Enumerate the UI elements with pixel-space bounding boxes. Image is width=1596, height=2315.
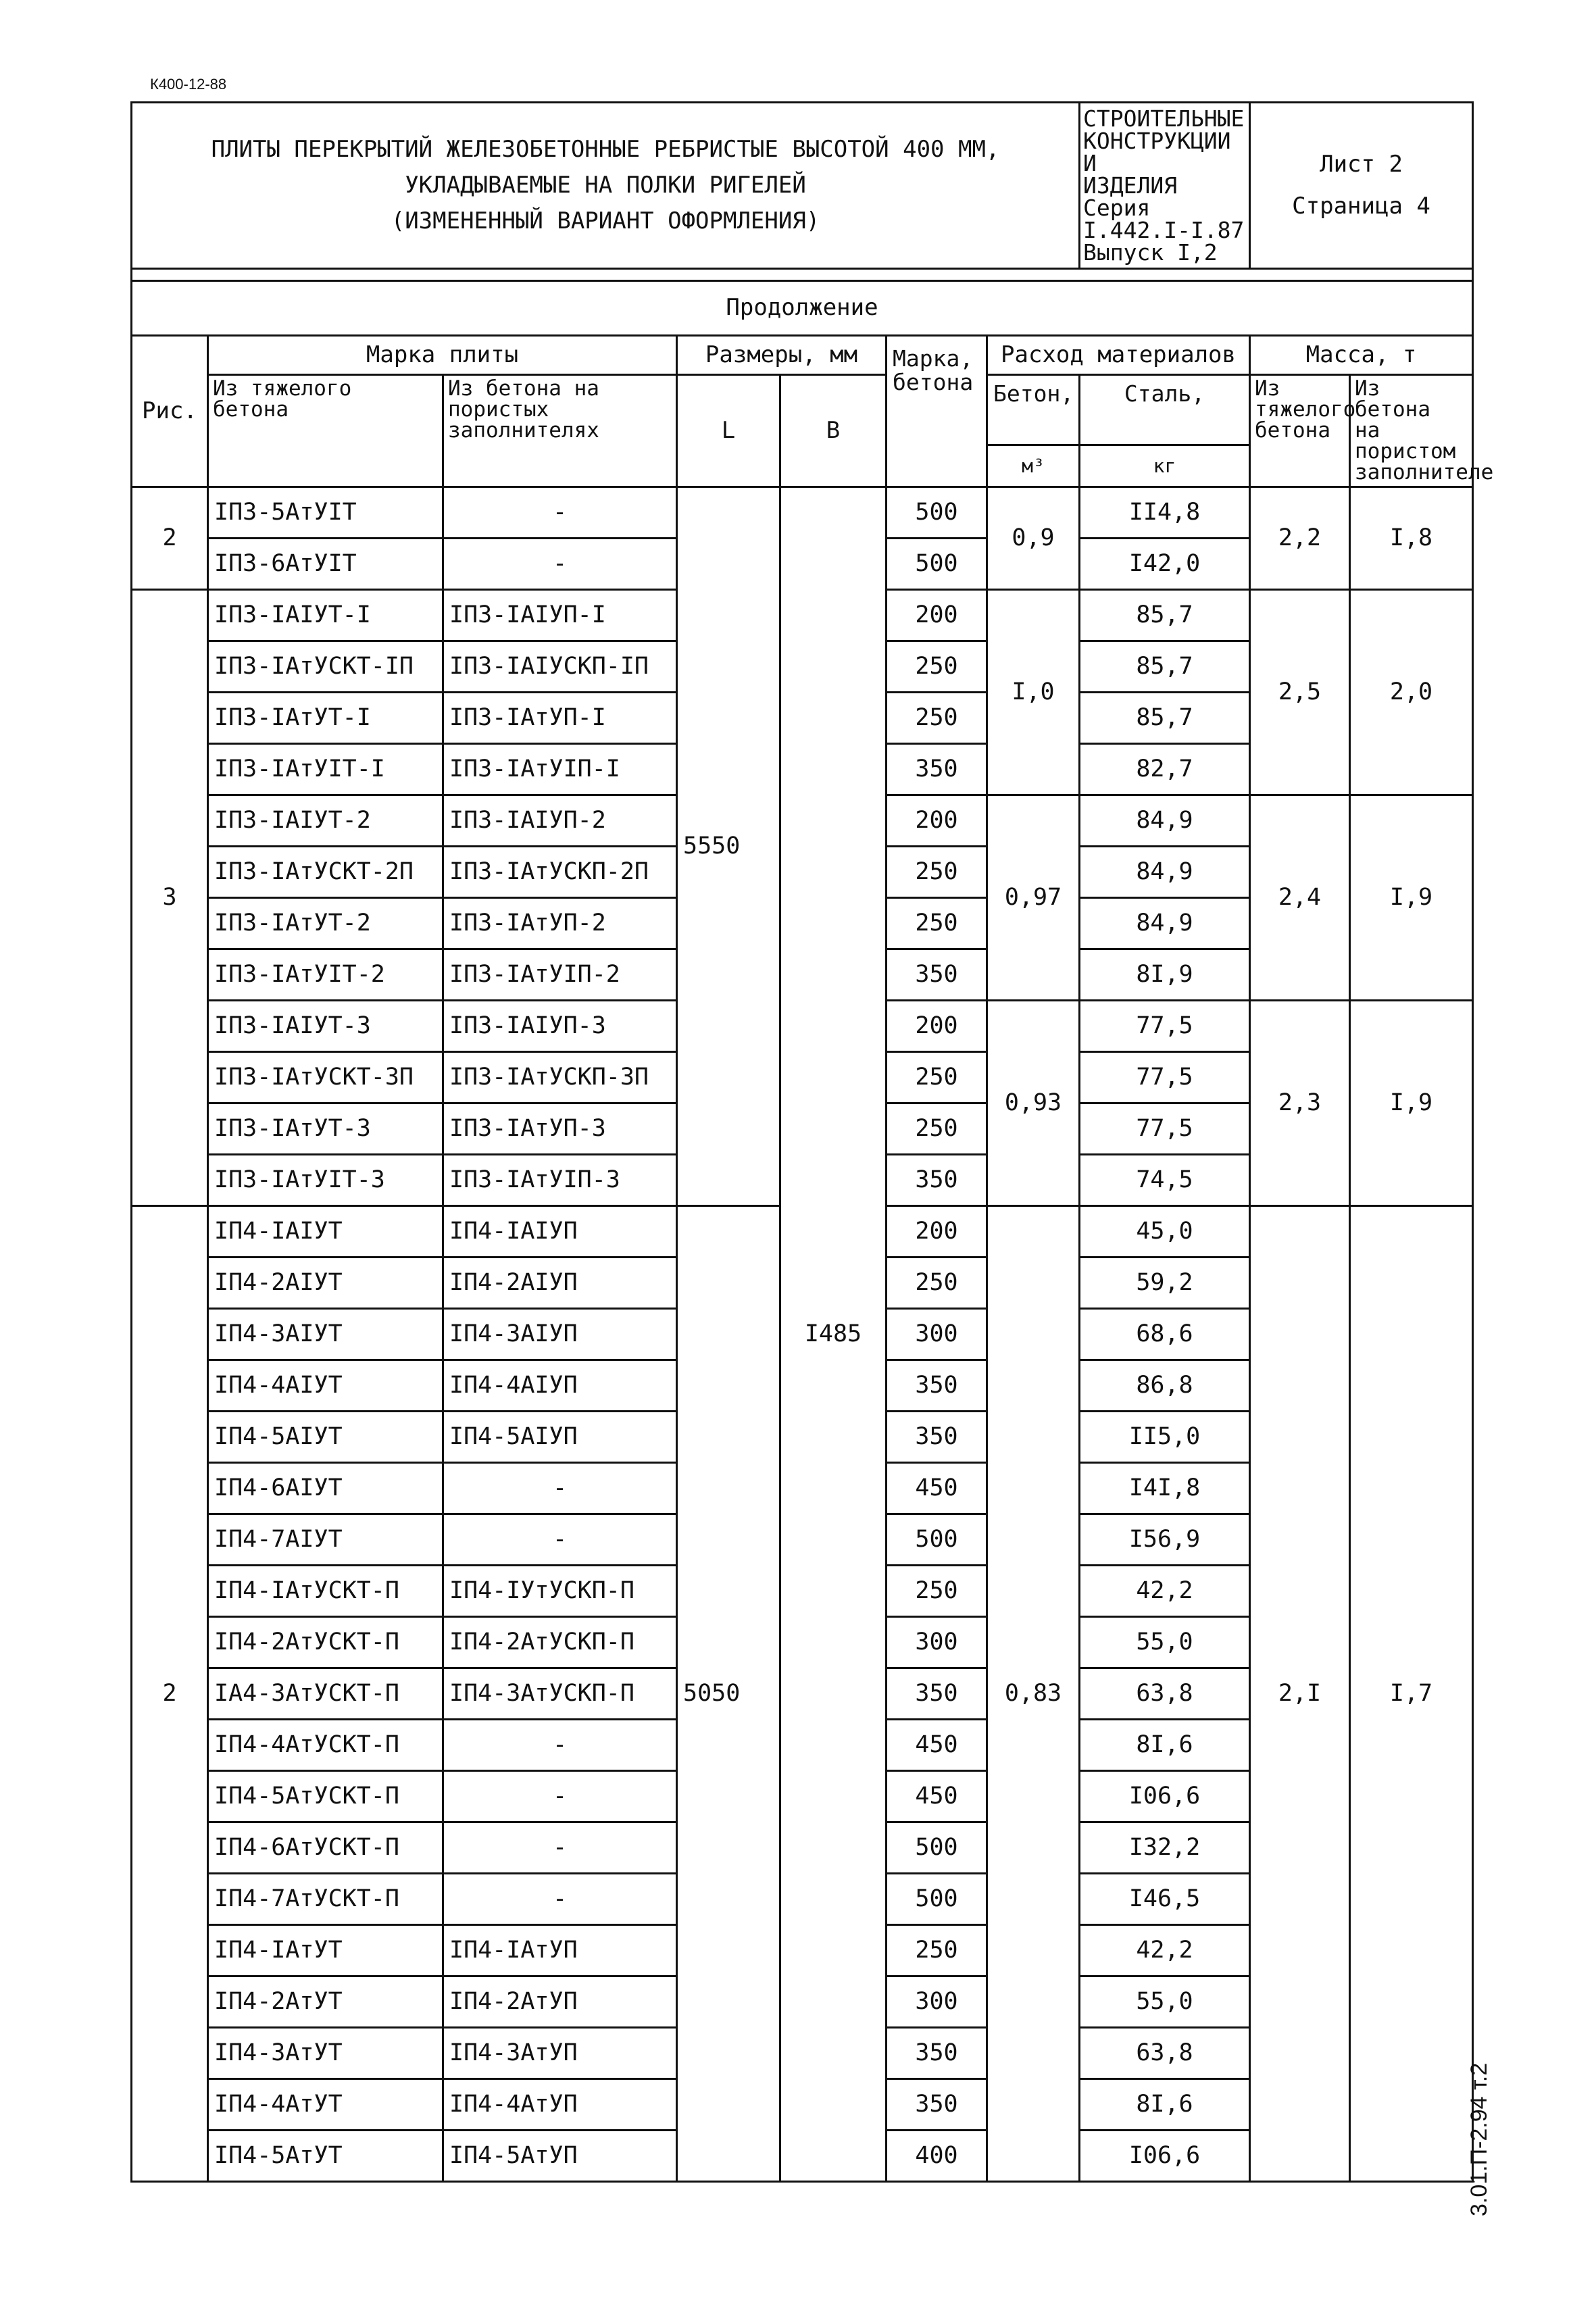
steel-mass-cell: 84,9: [1080, 898, 1250, 949]
steel-mass-cell: II4,8: [1080, 487, 1250, 539]
mark-porous-cell: -: [443, 1463, 677, 1514]
steel-mass-cell: 86,8: [1080, 1360, 1250, 1412]
col-concrete: Бетон,: [987, 375, 1080, 445]
mark-porous-cell: IП4-5АIУП: [443, 1412, 677, 1463]
mark-heavy-cell: IП3-IАтУСКТ-2П: [208, 847, 443, 898]
mass-porous-cell: I,8: [1350, 487, 1473, 590]
grade-cell: 250: [887, 1052, 987, 1103]
mark-heavy-cell: IП4-3АIУТ: [208, 1309, 443, 1360]
mark-porous-cell: -: [443, 1822, 677, 1874]
grade-cell: 450: [887, 1771, 987, 1822]
steel-mass-cell: 74,5: [1080, 1155, 1250, 1206]
mark-heavy-cell: IП4-7АIУТ: [208, 1514, 443, 1566]
col-steel-unit: кг: [1080, 445, 1250, 487]
col-mass-heavy: Из тяжелого бетона: [1250, 375, 1350, 487]
grade-cell: 450: [887, 1720, 987, 1771]
mark-heavy-cell: IП3-IАтУТ-I: [208, 693, 443, 744]
steel-mass-cell: 42,2: [1080, 1566, 1250, 1617]
mark-porous-cell: IП4-3АтУСКП-П: [443, 1668, 677, 1720]
title-block: [132, 103, 1473, 269]
mark-heavy-cell: IП3-IАтУIТ-3: [208, 1155, 443, 1206]
mark-heavy-cell: IП4-6АIУТ: [208, 1463, 443, 1514]
mark-porous-cell: IП3-IАIУСКП-IП: [443, 641, 677, 693]
mark-porous-cell: IП4-2АтУП: [443, 1976, 677, 2028]
mark-heavy-cell: IП4-3АтУТ: [208, 2028, 443, 2079]
column-header-row-2: [132, 375, 1473, 445]
grade-cell: 500: [887, 487, 987, 539]
concrete-volume-cell: 0,9: [987, 487, 1080, 590]
col-dims: Размеры, мм: [677, 336, 887, 375]
mark-porous-cell: IП4-3АIУП: [443, 1309, 677, 1360]
concrete-volume-cell: 0,97: [987, 795, 1080, 1001]
mark-porous-cell: IП4-2АтУСКП-П: [443, 1617, 677, 1668]
length-cell: 5550: [677, 487, 780, 1206]
col-width: B: [780, 375, 887, 487]
mass-porous-cell: 2,0: [1350, 590, 1473, 795]
steel-mass-cell: I46,5: [1080, 1874, 1250, 1925]
mark-porous-cell: IП3-IАтУIП-I: [443, 744, 677, 795]
mark-porous-cell: -: [443, 1874, 677, 1925]
mark-porous-cell: IП3-IАтУСКП-3П: [443, 1052, 677, 1103]
mass-porous-cell: I,9: [1350, 795, 1473, 1001]
mark-heavy-cell: IП3-IАтУСКТ-3П: [208, 1052, 443, 1103]
steel-mass-cell: 63,8: [1080, 2028, 1250, 2079]
col-steel: Сталь,: [1080, 375, 1250, 445]
grade-cell: 200: [887, 795, 987, 847]
col-mass: Масса, т: [1250, 336, 1473, 375]
steel-mass-cell: 77,5: [1080, 1001, 1250, 1052]
mark-heavy-cell: IП4-4АIУТ: [208, 1360, 443, 1412]
mark-porous-cell: IП4-4АIУП: [443, 1360, 677, 1412]
steel-mass-cell: 77,5: [1080, 1103, 1250, 1155]
mark-porous-cell: IП3-IАIУП-2: [443, 795, 677, 847]
mark-porous-cell: IП4-3АтУП: [443, 2028, 677, 2079]
mark-heavy-cell: IП4-2АIУТ: [208, 1258, 443, 1309]
steel-mass-cell: 84,9: [1080, 847, 1250, 898]
document-code: К400-12-88: [150, 76, 227, 93]
mark-porous-cell: IП4-5АтУП: [443, 2131, 677, 2182]
grade-cell: 200: [887, 1206, 987, 1258]
grade-cell: 300: [887, 1617, 987, 1668]
grade-cell: 500: [887, 1514, 987, 1566]
figure-number: 2: [132, 1206, 208, 2182]
document-title: [132, 103, 1080, 269]
mark-heavy-cell: IП3-IАIУТ-2: [208, 795, 443, 847]
mark-heavy-cell: IП3-IАтУIТ-2: [208, 949, 443, 1001]
series-line: СТРОИТЕЛЬНЫЕ: [1083, 105, 1245, 132]
col-grade: Марка, бетона: [887, 336, 987, 487]
grade-cell: 500: [887, 1874, 987, 1925]
spacer-row: [132, 269, 1473, 281]
mark-heavy-cell: IП4-5АтУТ: [208, 2131, 443, 2182]
steel-mass-cell: I32,2: [1080, 1822, 1250, 1874]
continuation-row: [132, 281, 1473, 336]
grade-cell: 350: [887, 2079, 987, 2131]
grade-cell: 250: [887, 693, 987, 744]
mark-porous-cell: IП3-IАтУП-3: [443, 1103, 677, 1155]
figure-number: 3: [132, 590, 208, 1206]
steel-mass-cell: 85,7: [1080, 693, 1250, 744]
mark-porous-cell: IП3-IАтУСКП-2П: [443, 847, 677, 898]
grade-cell: 350: [887, 2028, 987, 2079]
series-line: Выпуск I,2: [1083, 239, 1218, 266]
steel-mass-cell: II5,0: [1080, 1412, 1250, 1463]
figure-number: 2: [132, 487, 208, 590]
steel-mass-cell: 77,5: [1080, 1052, 1250, 1103]
mark-heavy-cell: IП4-IАтУСКТ-П: [208, 1566, 443, 1617]
column-header-row-1: [132, 336, 1473, 375]
steel-mass-cell: I06,6: [1080, 1771, 1250, 1822]
mark-heavy-cell: IП3-IАтУIТ-I: [208, 744, 443, 795]
col-mark-heavy: Из тяжелого бетона: [208, 375, 443, 487]
steel-mass-cell: 55,0: [1080, 1976, 1250, 2028]
steel-mass-cell: 82,7: [1080, 744, 1250, 795]
mark-heavy-cell: IП3-IАIУТ-3: [208, 1001, 443, 1052]
steel-mass-cell: 85,7: [1080, 641, 1250, 693]
mark-heavy-cell: IП4-IАIУТ: [208, 1206, 443, 1258]
steel-mass-cell: I06,6: [1080, 2131, 1250, 2182]
grade-cell: 350: [887, 1360, 987, 1412]
mark-porous-cell: IП4-4АтУП: [443, 2079, 677, 2131]
title-line: УКЛАДЫВАЕМЫЕ НА ПОЛКИ РИГЕЛЕЙ: [405, 172, 806, 199]
grade-cell: 300: [887, 1309, 987, 1360]
mass-porous-cell: I,7: [1350, 1206, 1473, 2182]
steel-mass-cell: 59,2: [1080, 1258, 1250, 1309]
mark-heavy-cell: IП4-4АтУСКТ-П: [208, 1720, 443, 1771]
col-fig: Рис.: [132, 336, 208, 487]
mark-porous-cell: IП4-IАIУП: [443, 1206, 677, 1258]
series-line: Серия I.442.I-I.87: [1083, 195, 1245, 243]
mass-heavy-cell: 2,2: [1250, 487, 1350, 590]
grade-cell: 500: [887, 539, 987, 590]
mass-porous-cell: I,9: [1350, 1001, 1473, 1206]
side-document-code: 3.01.П-2.94 т.2: [1466, 2062, 1492, 2216]
col-mark: Марка плиты: [208, 336, 677, 375]
concrete-volume-cell: I,0: [987, 590, 1080, 795]
sheet-number: Лист 2: [1320, 151, 1403, 178]
mark-porous-cell: IП4-2АIУП: [443, 1258, 677, 1309]
mark-porous-cell: IП4-IАтУП: [443, 1925, 677, 1976]
table-row: [132, 487, 1473, 539]
steel-mass-cell: 55,0: [1080, 1617, 1250, 1668]
grade-cell: 250: [887, 1258, 987, 1309]
mark-porous-cell: IП3-IАтУIП-2: [443, 949, 677, 1001]
steel-mass-cell: 8I,9: [1080, 949, 1250, 1001]
mark-porous-cell: IП4-IУтУСКП-П: [443, 1566, 677, 1617]
mark-heavy-cell: IП3-IАIУТ-I: [208, 590, 443, 641]
mark-heavy-cell: IП4-6АтУСКТ-П: [208, 1822, 443, 1874]
series-line: КОНСТРУКЦИИ И: [1083, 128, 1231, 176]
grade-cell: 200: [887, 1001, 987, 1052]
steel-mass-cell: 8I,6: [1080, 1720, 1250, 1771]
page-number: Страница 4: [1292, 192, 1430, 220]
mark-porous-cell: -: [443, 539, 677, 590]
grade-cell: 250: [887, 1925, 987, 1976]
mark-porous-cell: IП3-IАIУП-3: [443, 1001, 677, 1052]
col-mass-porous: Из бетона на пористом заполнителе: [1350, 375, 1473, 487]
mass-heavy-cell: 2,I: [1250, 1206, 1350, 2182]
mark-heavy-cell: IП3-IАтУТ-2: [208, 898, 443, 949]
mark-heavy-cell: IП3-IАтУТ-3: [208, 1103, 443, 1155]
grade-cell: 350: [887, 1668, 987, 1720]
col-materials: Расход материалов: [987, 336, 1250, 375]
mark-heavy-cell: IП4-4АтУТ: [208, 2079, 443, 2131]
series-line: ИЗДЕЛИЯ: [1083, 172, 1178, 199]
steel-mass-cell: 84,9: [1080, 795, 1250, 847]
mark-heavy-cell: IП4-5АтУСКТ-П: [208, 1771, 443, 1822]
mark-porous-cell: -: [443, 487, 677, 539]
mass-heavy-cell: 2,5: [1250, 590, 1350, 795]
continuation-label: Продолжение: [132, 281, 1473, 336]
grade-cell: 500: [887, 1822, 987, 1874]
grade-cell: 350: [887, 1412, 987, 1463]
concrete-volume-cell: 0,93: [987, 1001, 1080, 1206]
mass-heavy-cell: 2,4: [1250, 795, 1350, 1001]
mark-porous-cell: IП3-IАтУIП-3: [443, 1155, 677, 1206]
col-concrete-unit: м³: [987, 445, 1080, 487]
steel-mass-cell: I4I,8: [1080, 1463, 1250, 1514]
grade-cell: 250: [887, 1103, 987, 1155]
mark-porous-cell: -: [443, 1771, 677, 1822]
mark-heavy-cell: IП3-6АтУIТ: [208, 539, 443, 590]
mark-heavy-cell: IП4-5АIУТ: [208, 1412, 443, 1463]
grade-cell: 350: [887, 744, 987, 795]
steel-mass-cell: 8I,6: [1080, 2079, 1250, 2131]
sheet-block: [1250, 103, 1473, 269]
steel-mass-cell: 68,6: [1080, 1309, 1250, 1360]
col-mark-porous: Из бетона на пористых заполнителях: [443, 375, 677, 487]
grade-cell: 350: [887, 1155, 987, 1206]
grade-cell: 200: [887, 590, 987, 641]
steel-mass-cell: I42,0: [1080, 539, 1250, 590]
mark-heavy-cell: IП4-7АтУСКТ-П: [208, 1874, 443, 1925]
mark-porous-cell: IП3-IАтУП-I: [443, 693, 677, 744]
mark-heavy-cell: IА4-3АтУСКТ-П: [208, 1668, 443, 1720]
col-length: L: [677, 375, 780, 487]
steel-mass-cell: 85,7: [1080, 590, 1250, 641]
mark-porous-cell: -: [443, 1514, 677, 1566]
grade-cell: 450: [887, 1463, 987, 1514]
grade-cell: 350: [887, 949, 987, 1001]
mass-heavy-cell: 2,3: [1250, 1001, 1350, 1206]
mark-heavy-cell: IП4-IАтУТ: [208, 1925, 443, 1976]
steel-mass-cell: 42,2: [1080, 1925, 1250, 1976]
grade-cell: 400: [887, 2131, 987, 2182]
mark-heavy-cell: IП4-2АтУТ: [208, 1976, 443, 2028]
title-line: (ИЗМЕНЕННЫЙ ВАРИАНТ ОФОРМЛЕНИЯ): [391, 207, 820, 234]
steel-mass-cell: 45,0: [1080, 1206, 1250, 1258]
grade-cell: 250: [887, 1566, 987, 1617]
grade-cell: 250: [887, 847, 987, 898]
grade-cell: 300: [887, 1976, 987, 2028]
series-block: [1080, 103, 1250, 269]
grade-cell: 250: [887, 898, 987, 949]
title-line: ПЛИТЫ ПЕРЕКРЫТИЙ ЖЕЛЕЗОБЕТОННЫЕ РЕБРИСТЫЕ ВЫСОТОЙ 400 ММ,: [211, 136, 1000, 164]
grade-cell: 250: [887, 641, 987, 693]
concrete-volume-cell: 0,83: [987, 1206, 1080, 2182]
width-cell: I485: [780, 487, 887, 2182]
mark-porous-cell: -: [443, 1720, 677, 1771]
mark-porous-cell: IП3-IАтУП-2: [443, 898, 677, 949]
mark-porous-cell: IП3-IАIУП-I: [443, 590, 677, 641]
mark-heavy-cell: IП4-2АтУСКТ-П: [208, 1617, 443, 1668]
length-cell: 5050: [677, 1206, 780, 2182]
steel-mass-cell: I56,9: [1080, 1514, 1250, 1566]
mark-heavy-cell: IП3-IАтУСКТ-IП: [208, 641, 443, 693]
steel-mass-cell: 63,8: [1080, 1668, 1250, 1720]
mark-heavy-cell: IП3-5АтУIТ: [208, 487, 443, 539]
